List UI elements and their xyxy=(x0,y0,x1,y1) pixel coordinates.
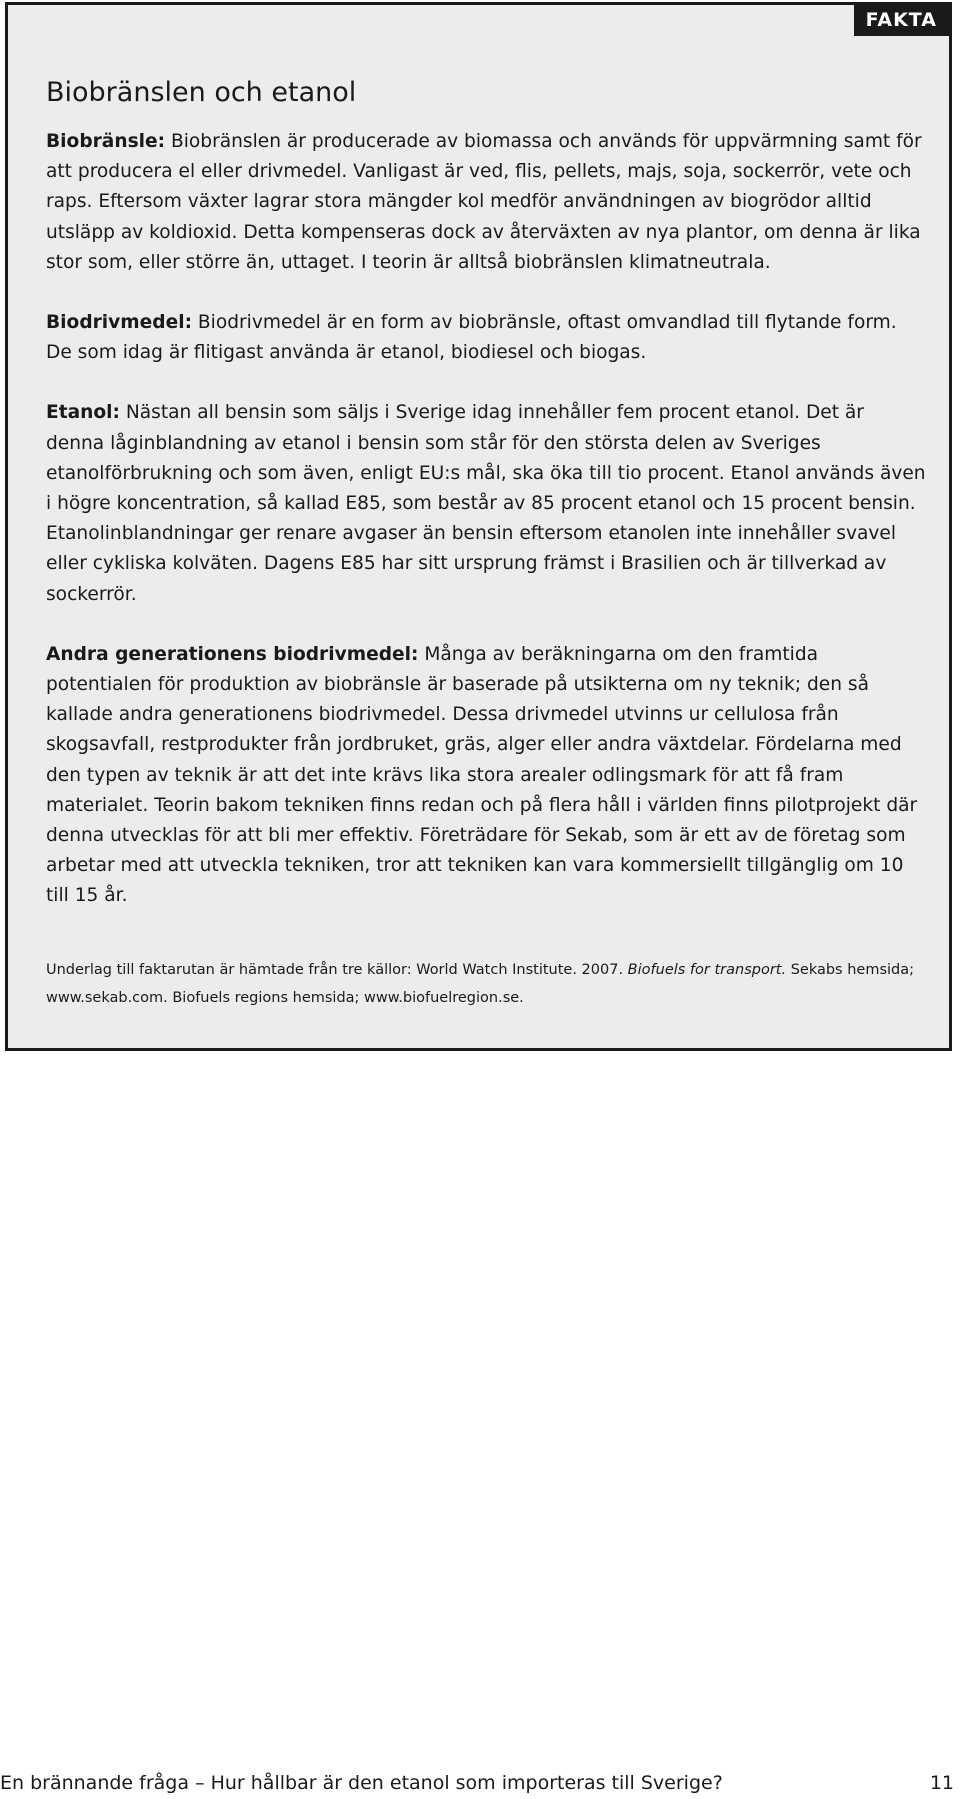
term-etanol: Etanol: xyxy=(46,402,120,424)
page-footer xyxy=(0,1768,960,1798)
source-before: Underlag till faktarutan är hämtade från tre källor: World Watch Institute. 2007. xyxy=(46,961,628,978)
paragraph-biodrivmedel xyxy=(46,308,926,368)
paragraph-etanol xyxy=(46,398,926,609)
paragraph-biobransle xyxy=(46,127,926,278)
text-biodrivmedel: Biodrivmedel är en form av biobränsle, oftast omvandlad till flytande form. De som idag är flitigast använda är etanol, biodiesel och biogas. xyxy=(46,312,897,364)
source-note xyxy=(46,956,926,1012)
text-andra-generationen: Många av beräkningarna om den framtida potentialen för produktion av biobränsle är baserade på utsikterna om ny teknik; den så kallade andra generationens biodrivmedel. Dessa drivmedel utvinns ur cellulosa från skogsavfall, restprodukter från jordbruket, gräs, alger eller andra växtdelar. Fördelarna med den typen av teknik är att det inte krävs lika stora arealer odlingsmark för att få fram materialet. Teorin bakom tekniken finns redan och på flera håll i världen finns pilotprojekt där denna utvecklas för att bli mer effektiv. Företrädare för Sekab, som är ett av de företag som arbetar med att utveckla tekniken, tror att tekniken kan vara kommersiellt tillgänglig om 10 till 15 år. xyxy=(46,643,918,907)
term-andra-generationen: Andra generationens biodrivmedel: xyxy=(46,643,419,665)
source-italic: Biofuels for transport. xyxy=(627,961,787,978)
term-biodrivmedel: Biodrivmedel: xyxy=(46,312,193,334)
page-number: 11 xyxy=(929,1772,954,1794)
text-biobransle: Biobränslen är producerade av biomassa och används för uppvärmning samt för att producera el eller drivmedel. Vanligast är ved, flis, pellets, majs, soja, sockerrör, vete och raps. Eftersom växter lagrar stora mängder kol medför användningen av biogrödor alltid utsläpp av koldioxid. Detta kompenseras dock av återväxten av nya plantor, om denna är lika stor som, eller större än, uttaget. I teorin är alltså biobränslen klimatneutrala. xyxy=(46,131,922,273)
fact-content xyxy=(46,71,926,1026)
term-biobransle: Biobränsle: xyxy=(46,131,166,152)
fact-badge: FAKTA xyxy=(854,5,949,36)
text-etanol: Nästan all bensin som säljs i Sverige idag innehåller fem procent etanol. Det är denna låginblandning av etanol i bensin som står för den största delen av Sveriges etanolförbrukning och som även, enligt EU:s mål, ska öka till tio procent. Etanol används även i högre koncentration, så kallad E85, som består av 85 procent etanol och 15 procent bensin. Etanolinblandningar ger renare avgaser än bensin eftersom etanolen inte innehåller svavel eller cykliska kolväten. Dagens E85 har sitt ursprung främst i Brasilien och är tillverkad av sockerrör. xyxy=(46,402,926,605)
fact-box xyxy=(5,2,952,1051)
paragraph-andra-generationen xyxy=(46,640,926,912)
footer-title: En brännande fråga – Hur hållbar är den etanol som importeras till Sverige? xyxy=(0,1772,723,1794)
source-after: Sekabs hemsida; www.sekab.com. Biofuels regions hemsida; www.biofuelregion.se. xyxy=(46,961,915,1006)
fact-title: Biobränslen och etanol xyxy=(46,77,357,108)
